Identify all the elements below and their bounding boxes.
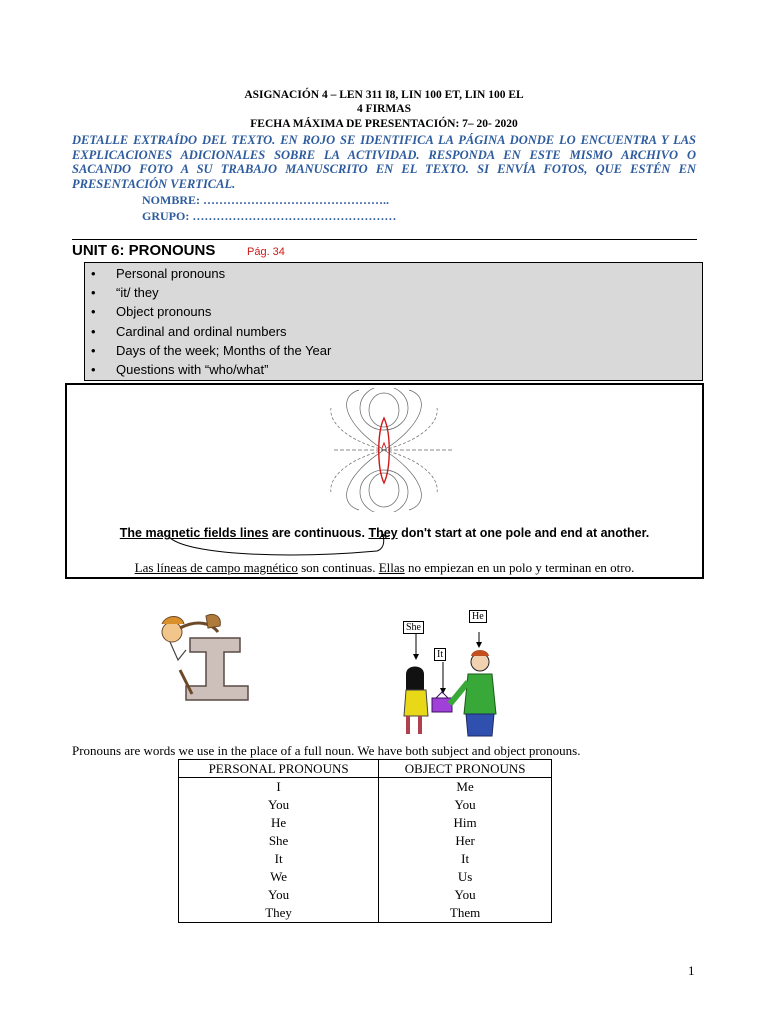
- page-number: 1: [688, 963, 695, 978]
- table-cell: We: [179, 868, 379, 886]
- group-field: GRUPO: ……………………………………………: [142, 209, 397, 223]
- english-example: The magnetic fields lines are continuous. They don't start at one pole and end at another.: [119, 526, 650, 540]
- table-row: [179, 904, 552, 923]
- instructions: DETALLE EXTRAÍDO DEL TEXTO. EN ROJO SE IDENTIFICA LA PÁGINA DONDE LO ENCUENTRA Y LAS EXPLICACIONES ADICIONALES SOBRE LA ACTIVIDAD. RESPONDA EN ESTE MISMO ARCHIVO O SACANDO FOTO A SU TRABAJO MANUSCRITO EN EL TEXTO. SI ENVÍA FOTOS, QUE ESTÉN EN PRESENTACIÓN VERTICAL.: [72, 133, 696, 191]
- sujeto-nombre: Las líneas de campo magnético: [134, 560, 298, 575]
- table-cell: You: [379, 886, 552, 904]
- table-cell: Her: [379, 832, 552, 850]
- table-header-row: [179, 760, 552, 778]
- table-row: [179, 832, 552, 850]
- page-reference: Pág. 34: [247, 246, 285, 258]
- divider: [72, 239, 697, 240]
- reference-arrow: [167, 533, 397, 561]
- table-cell: You: [379, 796, 552, 814]
- table-cell: It: [179, 850, 379, 868]
- subject-noun: The magnetic fields lines: [119, 526, 269, 540]
- column-header: PERSONAL PRONOUNS: [179, 760, 379, 778]
- signatures-line: 4 FIRMAS: [357, 103, 411, 115]
- table-row: [179, 796, 552, 814]
- sujeto-pronombre: Ellas: [378, 560, 405, 575]
- topic-item: • Days of the week; Months of the Year: [91, 343, 332, 358]
- due-date: FECHA MÁXIMA DE PRESENTACIÓN: 7– 20- 2020: [250, 118, 518, 130]
- topic-item: • Cardinal and ordinal numbers: [91, 324, 287, 339]
- table-row: [179, 850, 552, 868]
- table-cell: You: [179, 796, 379, 814]
- label-she: She: [403, 621, 424, 634]
- table-cell: He: [179, 814, 379, 832]
- table-row: [179, 868, 552, 886]
- people-clipart: [398, 632, 508, 738]
- table-cell: They: [179, 904, 379, 923]
- table-cell: She: [179, 832, 379, 850]
- assignment-title: ASIGNACIÓN 4 – LEN 311 I8, LIN 100 ET, LIN 100 EL: [244, 89, 524, 101]
- letter-i-clipart: [152, 610, 254, 702]
- unit-title: UNIT 6: PRONOUNS: [72, 242, 216, 259]
- topic-item: • Object pronouns: [91, 304, 212, 319]
- magnetic-example-box: [65, 383, 704, 579]
- table-cell: Me: [379, 778, 552, 797]
- topic-item: • “it/ they: [91, 285, 159, 300]
- table-cell: I: [179, 778, 379, 797]
- spanish-example: Las líneas de campo magnético son continuas. Ellas no empiezan en un polo y terminan en otro.: [134, 560, 635, 575]
- subject-pronoun: They: [368, 526, 398, 540]
- topic-item: • Questions with “who/what”: [91, 362, 269, 377]
- table-cell: You: [179, 886, 379, 904]
- column-header: OBJECT PRONOUNS: [379, 760, 552, 778]
- table-cell: Us: [379, 868, 552, 886]
- name-field: NOMBRE: ………………………………………..: [142, 193, 389, 207]
- table-cell: It: [379, 850, 552, 868]
- table-row: [179, 886, 552, 904]
- magnetic-field-diagram: [329, 388, 459, 512]
- label-he: He: [469, 610, 487, 623]
- label-it: It: [434, 648, 446, 661]
- topic-item: • Personal pronouns: [91, 266, 226, 281]
- table-cell: Them: [379, 904, 552, 923]
- table-row: [179, 814, 552, 832]
- table-row: [179, 778, 552, 797]
- table-cell: Him: [379, 814, 552, 832]
- pronoun-table: [178, 759, 552, 923]
- topics-box: [84, 262, 703, 381]
- pronoun-intro: Pronouns are words we use in the place of a full noun. We have both subject and object pronouns.: [72, 743, 581, 758]
